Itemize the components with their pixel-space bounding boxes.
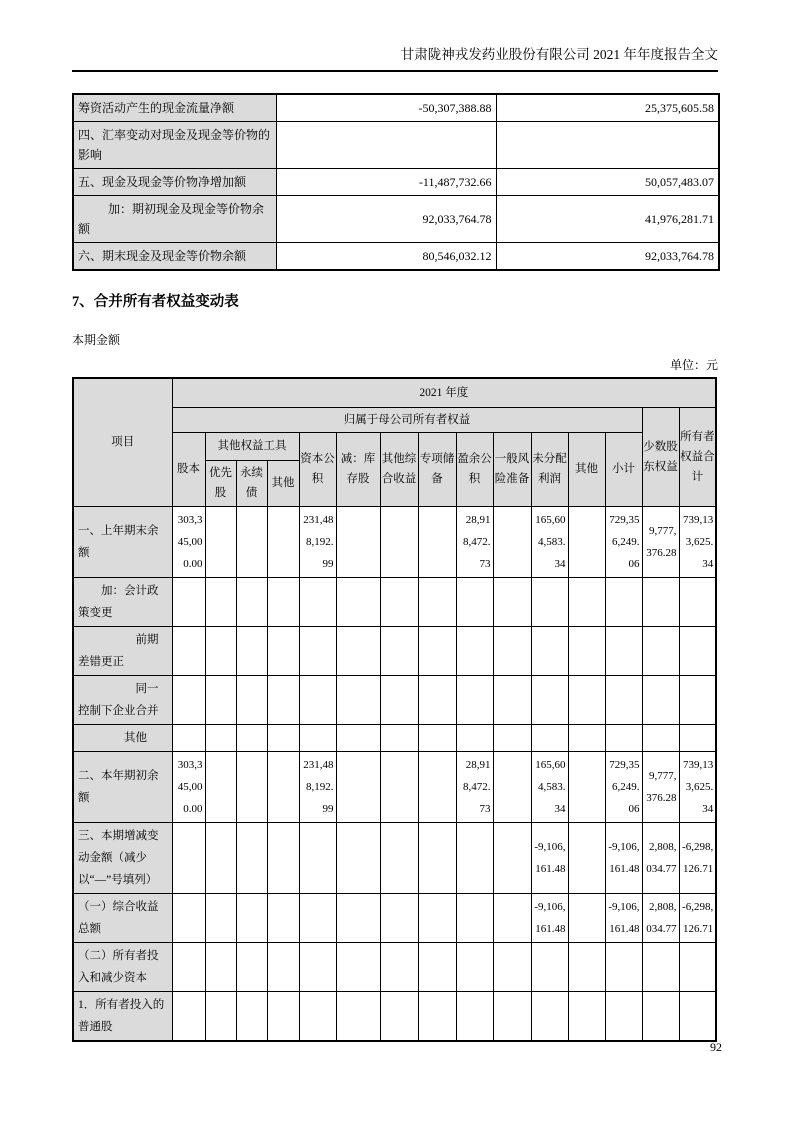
amount-cell: [418, 675, 456, 724]
amount-cell: [531, 724, 568, 751]
amount-cell: [679, 675, 716, 724]
row-label: 一、上年期末余额: [73, 506, 172, 577]
amount-cell: 165,604,583.34: [531, 751, 568, 822]
amount-cell: [605, 675, 642, 724]
amount-cell: [267, 991, 299, 1041]
amount-cell: [236, 577, 267, 626]
col-header-subtotal: 小计: [605, 432, 642, 506]
col-header-minority: 少数股东权益: [642, 407, 679, 506]
amount-current-cell: [276, 122, 496, 169]
amount-cell: [172, 893, 205, 942]
amount-cell: -9,106,161.48: [605, 893, 642, 942]
col-header-total-equity: 所有者权益合计: [679, 407, 716, 506]
amount-cell: [493, 675, 531, 724]
amount-cell: [267, 506, 299, 577]
row-label: 加：会计政策变更: [73, 577, 172, 626]
row-label: （一）综合收益总额: [73, 893, 172, 942]
amount-cell: [493, 893, 531, 942]
report-header: [72, 0, 718, 72]
amount-previous-cell: 50,057,483.07: [496, 169, 719, 196]
amount-cell: [267, 942, 299, 991]
amount-cell: [380, 577, 418, 626]
amount-cell: [456, 577, 493, 626]
amount-cell: [418, 991, 456, 1041]
amount-cell: [568, 724, 605, 751]
col-header-preferred: 优先股: [205, 460, 236, 506]
amount-cell: [380, 724, 418, 751]
amount-cell: [568, 751, 605, 822]
amount-cell: -9,106,161.48: [531, 822, 568, 893]
amount-cell: [605, 626, 642, 675]
amount-cell: [493, 506, 531, 577]
amount-cell: [531, 942, 568, 991]
amount-cell: 729,356,249.06: [605, 506, 642, 577]
amount-cell: [418, 893, 456, 942]
cash-flow-row: [73, 169, 719, 196]
amount-cell: [299, 577, 336, 626]
amount-cell: [267, 675, 299, 724]
amount-cell: [456, 626, 493, 675]
amount-cell: -6,298,126.71: [679, 822, 716, 893]
col-header-item: 项目: [73, 378, 172, 506]
amount-cell: [642, 991, 679, 1041]
amount-cell: [336, 724, 380, 751]
col-header-capital-reserve: 资本公积: [299, 432, 336, 506]
amount-cell: [236, 751, 267, 822]
equity-change-table: [72, 377, 717, 1042]
unit-label: 单位：元: [669, 358, 718, 372]
amount-cell: [418, 577, 456, 626]
row-label: 五、现金及现金等价物净增加额: [73, 169, 276, 196]
amount-current-cell: 80,546,032.12: [276, 243, 496, 271]
amount-cell: [205, 724, 236, 751]
amount-cell: 303,345,000.00: [172, 506, 205, 577]
equity-row: [73, 506, 716, 577]
amount-cell: 28,918,472.73: [456, 506, 493, 577]
amount-cell: [493, 751, 531, 822]
amount-cell: [679, 626, 716, 675]
amount-cell: [418, 724, 456, 751]
amount-cell: [456, 724, 493, 751]
amount-cell: [205, 675, 236, 724]
amount-cell: [172, 724, 205, 751]
amount-cell: [205, 893, 236, 942]
amount-cell: 303,345,000.00: [172, 751, 205, 822]
amount-cell: [605, 991, 642, 1041]
amount-cell: [418, 822, 456, 893]
amount-current-cell: -50,307,388.88: [276, 94, 496, 122]
amount-cell: [568, 893, 605, 942]
amount-cell: [236, 942, 267, 991]
amount-cell: [642, 942, 679, 991]
equity-row: [73, 626, 716, 675]
cash-flow-table: [72, 93, 720, 271]
amount-cell: [299, 675, 336, 724]
amount-cell: [493, 822, 531, 893]
amount-cell: [418, 751, 456, 822]
amount-cell: [679, 991, 716, 1041]
page-content: [72, 0, 718, 1042]
row-label: 同一控制下企业合并: [73, 675, 172, 724]
row-label: 1．所有者投入的普通股: [73, 991, 172, 1041]
row-label: 加：期初现金及现金等价物余额: [73, 196, 276, 243]
amount-cell: [456, 822, 493, 893]
amount-cell: [642, 626, 679, 675]
amount-cell: [493, 577, 531, 626]
amount-cell: [568, 626, 605, 675]
amount-cell: [299, 942, 336, 991]
amount-cell: [236, 724, 267, 751]
amount-cell: [380, 893, 418, 942]
amount-cell: [568, 822, 605, 893]
amount-cell: [236, 626, 267, 675]
amount-cell: [172, 822, 205, 893]
amount-cell: 729,356,249.06: [605, 751, 642, 822]
amount-cell: [380, 822, 418, 893]
amount-cell: [236, 506, 267, 577]
amount-cell: 739,133,625.34: [679, 751, 716, 822]
amount-cell: [642, 675, 679, 724]
amount-cell: [205, 506, 236, 577]
amount-cell: [236, 675, 267, 724]
amount-cell: [205, 751, 236, 822]
amount-cell: [205, 942, 236, 991]
amount-cell: [380, 751, 418, 822]
amount-cell: [267, 893, 299, 942]
amount-cell: [605, 577, 642, 626]
amount-cell: [236, 991, 267, 1041]
amount-cell: [456, 675, 493, 724]
amount-cell: 2,808,034.77: [642, 822, 679, 893]
amount-cell: [456, 893, 493, 942]
amount-cell: [568, 675, 605, 724]
amount-cell: -9,106,161.48: [605, 822, 642, 893]
amount-cell: [456, 991, 493, 1041]
amount-cell: 28,918,472.73: [456, 751, 493, 822]
amount-cell: [679, 724, 716, 751]
amount-cell: [642, 724, 679, 751]
equity-row: [73, 942, 716, 991]
col-header-general-risk: 一般风险准备: [493, 432, 531, 506]
equity-row: [73, 991, 716, 1041]
amount-cell: [380, 506, 418, 577]
equity-row: [73, 751, 716, 822]
amount-current-cell: -11,487,732.66: [276, 169, 496, 196]
amount-cell: [568, 942, 605, 991]
amount-cell: [172, 942, 205, 991]
col-header-other-tool: 其他: [267, 460, 299, 506]
amount-cell: [267, 626, 299, 675]
equity-row: [73, 675, 716, 724]
amount-cell: [299, 822, 336, 893]
col-header-parent-equity: 归属于母公司所有者权益: [172, 407, 642, 432]
amount-cell: [267, 577, 299, 626]
amount-cell: [267, 724, 299, 751]
amount-cell: 739,133,625.34: [679, 506, 716, 577]
amount-cell: [418, 942, 456, 991]
amount-cell: 165,604,583.34: [531, 506, 568, 577]
amount-cell: [493, 942, 531, 991]
amount-cell: [605, 724, 642, 751]
amount-cell: [418, 506, 456, 577]
col-header-retained-profit: 未分配利润: [531, 432, 568, 506]
col-header-perpetual: 永续债: [236, 460, 267, 506]
row-label: 其他: [73, 724, 172, 751]
amount-current-cell: 92,033,764.78: [276, 196, 496, 243]
col-header-special-reserve: 专项储备: [418, 432, 456, 506]
col-header-less-treasury: 减：库存股: [336, 432, 380, 506]
amount-cell: [336, 942, 380, 991]
amount-cell: [336, 675, 380, 724]
amount-cell: [418, 626, 456, 675]
equity-row: [73, 577, 716, 626]
col-header-oci: 其他综合收益: [380, 432, 418, 506]
amount-cell: [299, 626, 336, 675]
amount-cell: [205, 822, 236, 893]
cash-flow-row: [73, 94, 719, 122]
amount-previous-cell: 25,375,605.58: [496, 94, 719, 122]
col-header-other: 其他: [568, 432, 605, 506]
amount-cell: [679, 942, 716, 991]
amount-cell: [336, 577, 380, 626]
amount-cell: [267, 822, 299, 893]
amount-cell: [456, 942, 493, 991]
amount-cell: [493, 724, 531, 751]
amount-cell: 231,488,192.99: [299, 506, 336, 577]
amount-cell: [568, 577, 605, 626]
amount-cell: [531, 675, 568, 724]
amount-cell: [531, 991, 568, 1041]
amount-cell: 2,808,034.77: [642, 893, 679, 942]
amount-cell: [205, 991, 236, 1041]
amount-cell: [336, 822, 380, 893]
page-number: 92: [710, 1040, 722, 1054]
amount-cell: [336, 893, 380, 942]
amount-cell: [205, 577, 236, 626]
amount-cell: [172, 991, 205, 1041]
amount-cell: [380, 675, 418, 724]
amount-cell: [605, 942, 642, 991]
amount-cell: [531, 577, 568, 626]
amount-cell: [336, 751, 380, 822]
col-header-other-equity-tools: 其他权益工具: [205, 432, 299, 460]
amount-cell: -9,106,161.48: [531, 893, 568, 942]
amount-cell: [380, 626, 418, 675]
amount-cell: 9,777,376.28: [642, 751, 679, 822]
amount-cell: [236, 893, 267, 942]
amount-cell: [679, 577, 716, 626]
amount-previous-cell: 41,976,281.71: [496, 196, 719, 243]
amount-cell: [642, 577, 679, 626]
amount-cell: [236, 822, 267, 893]
amount-cell: [493, 626, 531, 675]
amount-cell: [299, 724, 336, 751]
amount-cell: [380, 991, 418, 1041]
amount-cell: [568, 991, 605, 1041]
amount-previous-cell: [496, 122, 719, 169]
amount-cell: [299, 893, 336, 942]
amount-cell: [493, 991, 531, 1041]
row-label: 六、期末现金及现金等价物余额: [73, 243, 276, 271]
amount-cell: [172, 626, 205, 675]
equity-row: [73, 822, 716, 893]
amount-cell: -6,298,126.71: [679, 893, 716, 942]
amount-cell: [336, 991, 380, 1041]
row-label: （二）所有者投入和减少资本: [73, 942, 172, 991]
period-label: 本期金额: [72, 333, 121, 347]
amount-cell: [205, 626, 236, 675]
cash-flow-row: [73, 122, 719, 169]
row-label: 二、本年期初余额: [73, 751, 172, 822]
report-title: 甘肃陇神戎发药业股份有限公司 2021 年年度报告全文: [400, 47, 718, 62]
row-label: 前期差错更正: [73, 626, 172, 675]
equity-row: [73, 893, 716, 942]
col-header-year: 2021 年度: [172, 378, 716, 407]
row-label: 三、本期增减变动金额（减少以“—”号填列）: [73, 822, 172, 893]
amount-previous-cell: 92,033,764.78: [496, 243, 719, 271]
amount-cell: [336, 506, 380, 577]
amount-cell: 9,777,376.28: [642, 506, 679, 577]
row-label: 四、汇率变动对现金及现金等价物的影响: [73, 122, 276, 169]
col-header-share-capital: 股本: [172, 432, 205, 506]
amount-cell: [172, 577, 205, 626]
amount-cell: [336, 626, 380, 675]
amount-cell: 231,488,192.99: [299, 751, 336, 822]
amount-cell: [531, 626, 568, 675]
cash-flow-row: [73, 196, 719, 243]
amount-cell: [380, 942, 418, 991]
equity-row: [73, 724, 716, 751]
row-label: 筹资活动产生的现金流量净额: [73, 94, 276, 122]
section-title: 7、合并所有者权益变动表: [72, 294, 239, 310]
amount-cell: [568, 506, 605, 577]
amount-cell: [299, 991, 336, 1041]
amount-cell: [172, 675, 205, 724]
col-header-surplus-reserve: 盈余公积: [456, 432, 493, 506]
header-row-year: [73, 378, 716, 407]
cash-flow-row: [73, 243, 719, 271]
amount-cell: [267, 751, 299, 822]
